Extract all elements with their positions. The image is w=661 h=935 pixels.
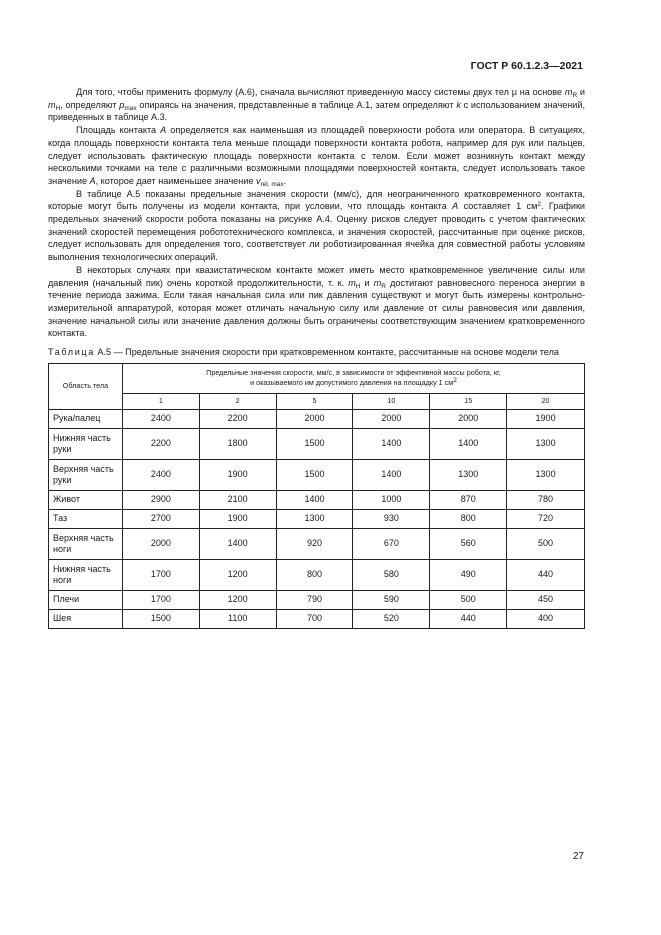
cell-value: 1400 <box>430 428 507 459</box>
cell-value: 670 <box>353 528 430 559</box>
cell-value: 800 <box>430 509 507 528</box>
column-header-mass: 20 <box>507 393 585 409</box>
cell-value: 700 <box>276 609 353 628</box>
table-row <box>49 609 585 628</box>
column-header-body-area: Область тела <box>49 363 123 409</box>
cell-value: 440 <box>507 559 585 590</box>
table-row <box>49 409 585 428</box>
cell-value: 780 <box>507 490 585 509</box>
cell-body-area: Живот <box>49 490 123 509</box>
cell-value: 1200 <box>199 590 276 609</box>
table-row <box>49 559 585 590</box>
cell-value: 1500 <box>276 428 353 459</box>
cell-value: 2200 <box>122 428 199 459</box>
cell-body-area: Нижняя часть руки <box>49 428 123 459</box>
cell-value: 2200 <box>199 409 276 428</box>
cell-value: 2000 <box>276 409 353 428</box>
cell-value: 2000 <box>430 409 507 428</box>
table-caption: Таблица А.5 — Предельные значения скорости при кратковременном контакте, рассчитанные на основе модели тела <box>48 347 559 358</box>
cell-value: 560 <box>430 528 507 559</box>
paragraph-1: Для того, чтобы применить формулу (А.6), сначала вычисляют приведенную массу системы двух тел μ на основе $m_R$ и $m_H$, определяют $p_{max}$ опираясь на значения, представленные в таблице А.1, затем определяют k с использованием значений, приведенных в таблице А.3. <box>48 87 586 123</box>
cell-value: 450 <box>507 590 585 609</box>
table-row <box>49 490 585 509</box>
cell-value: 920 <box>276 528 353 559</box>
cell-body-area: Верхняя часть ноги <box>49 528 123 559</box>
page-content <box>48 86 585 629</box>
cell-value: 1300 <box>507 459 585 490</box>
cell-value: 2400 <box>122 409 199 428</box>
paragraph-2: Площадь контакта A определяется как наименьшая из площадей поверхности робота или оператора. В ситуациях, когда площадь поверхности контакта тела меньше площади поверхности контакта робота, например для рук или пальцев, следует использовать фактическую площадь поверхности контакта с телом. Если может возникнуть контакт между несколькими точками на теле с различными возможными площадями поверхностей контакта, следует использовать такое значение A, которое дает наименьшее значение $v_{rel, max}$. <box>48 125 585 188</box>
cell-value: 1300 <box>430 459 507 490</box>
column-header-mass: 5 <box>276 393 353 409</box>
cell-value: 1300 <box>507 428 585 459</box>
cell-value: 2400 <box>122 459 199 490</box>
cell-value: 590 <box>353 590 430 609</box>
table-row <box>49 590 585 609</box>
cell-value: 520 <box>353 609 430 628</box>
table-row <box>49 509 585 528</box>
cell-value: 2900 <box>122 490 199 509</box>
cell-value: 1300 <box>276 509 353 528</box>
table-row <box>49 428 585 459</box>
cell-value: 1200 <box>199 559 276 590</box>
cell-body-area: Плечи <box>49 590 123 609</box>
cell-value: 1700 <box>122 590 199 609</box>
cell-value: 2000 <box>122 528 199 559</box>
cell-value: 500 <box>430 590 507 609</box>
cell-value: 1700 <box>122 559 199 590</box>
cell-value: 580 <box>353 559 430 590</box>
cell-value: 1900 <box>199 509 276 528</box>
cell-body-area: Шея <box>49 609 123 628</box>
cell-value: 800 <box>276 559 353 590</box>
page-number: 27 <box>572 851 584 862</box>
cell-value: 2700 <box>122 509 199 528</box>
cell-value: 1100 <box>199 609 276 628</box>
cell-value: 930 <box>353 509 430 528</box>
cell-value: 490 <box>430 559 507 590</box>
column-header-mass: 2 <box>199 393 276 409</box>
cell-value: 870 <box>430 490 507 509</box>
cell-value: 1400 <box>199 528 276 559</box>
cell-value: 1900 <box>507 409 585 428</box>
cell-value: 1900 <box>199 459 276 490</box>
cell-value: 1000 <box>353 490 430 509</box>
cell-value: 1500 <box>276 459 353 490</box>
cell-value: 1500 <box>122 609 199 628</box>
cell-value: 1400 <box>353 428 430 459</box>
cell-value: 2000 <box>353 409 430 428</box>
paragraph-3: В таблице А.5 показаны предельные значения скорости (мм/с), для неограниченного кратковременного контакта, которые могут быть получены из модели контакта, при условии, что площадь контакта A составляет 1 $см^2$. Графики предельных значений скорости робота показаны на рисунке А.4. Оценку рисков следует проводить с учетом фактических значений скоростей перемещения робототехнического комплекса, и значения скоростей, рассчитанные при оценке рисков, следует использовать для определения того, соответствует ли роботизированная ячейка для совместной работы условиям выполнения технологических операций. <box>48 188 586 263</box>
cell-body-area: Верхняя часть руки <box>49 459 123 490</box>
paragraph-4: В некоторых случаях при квазистатическом контакте может иметь место кратковременное увеличение силы или давления (начальный пик) очень короткой продолжительности, т. к. $m_H$ и $m_R$ достигают равновесного переноса энергии в течение периода зажима. Если такая начальная сила или пик давления существуют и могут быть измерены контрольно-измерительной аппаратурой, которая может отличать начальную силу или давление от силы равновесия или давления, значение начальной силы или значение давления должны быть ограничены соответствующим значением кратковременного контакта. <box>48 264 585 339</box>
cell-body-area: Нижняя часть ноги <box>49 559 123 590</box>
cell-value: 790 <box>276 590 353 609</box>
cell-value: 720 <box>507 509 585 528</box>
column-header-mass: 10 <box>353 393 430 409</box>
column-header-mass: 15 <box>430 393 507 409</box>
cell-value: 500 <box>507 528 585 559</box>
cell-body-area: Рука/палец <box>49 409 123 428</box>
cell-value: 440 <box>430 609 507 628</box>
cell-value: 2100 <box>199 490 276 509</box>
cell-value: 1800 <box>199 428 276 459</box>
document-code: ГОСТ Р 60.1.2.3—2021 <box>470 60 583 72</box>
cell-value: 1400 <box>353 459 430 490</box>
cell-value: 400 <box>507 609 585 628</box>
column-group-header: Предельные значения скорости, мм/с, в зависимости от эффективной массы робота, кг, и оказываемого им допустимого давления на площадку 1 $см^2$ <box>122 363 584 393</box>
table-row <box>49 528 585 559</box>
table-row <box>49 459 585 490</box>
column-header-mass: 1 <box>122 393 199 409</box>
cell-body-area: Таз <box>49 509 123 528</box>
velocity-limits-table <box>48 363 585 629</box>
cell-value: 1400 <box>276 490 353 509</box>
